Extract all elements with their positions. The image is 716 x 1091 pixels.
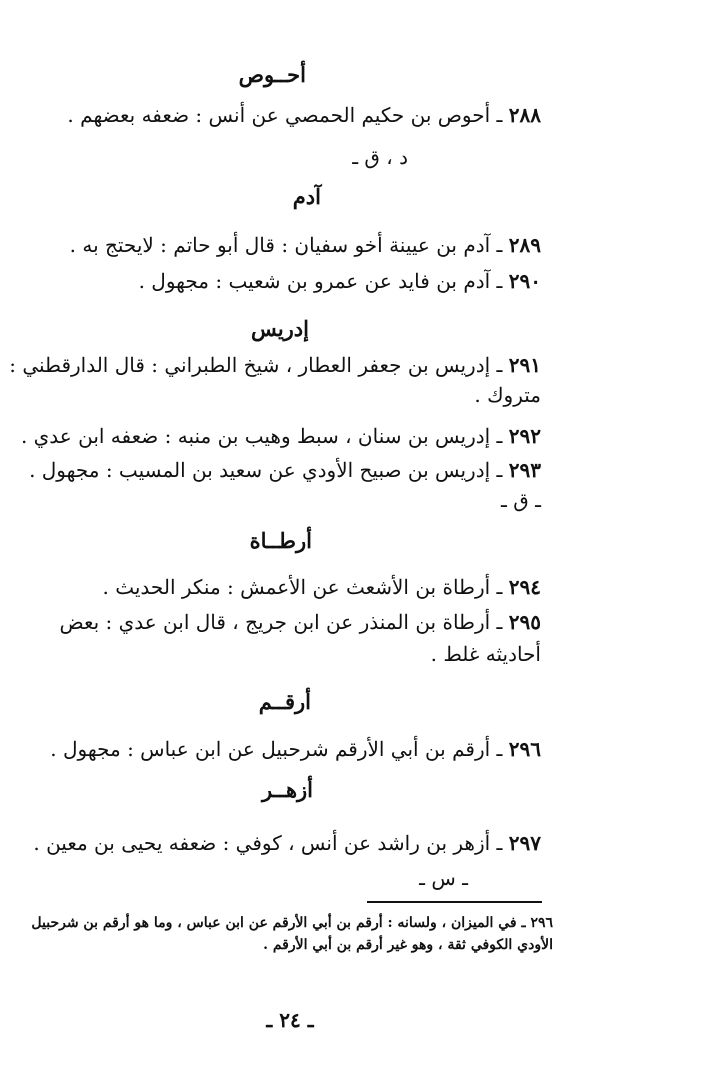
entry-number: ٢٩١ [508, 353, 541, 377]
entry-295 [1, 604, 541, 640]
footnote: ٢٩٦ ـ في الميزان ، ولسانه : أرقم بن أبي الأرقم عن ابن عباس ، وما هو أرقم بن شرحبيل الأودي الكوفي ثقة ، وهو غير أرقم بن أبي الأرقم . [31, 915, 553, 953]
section-heading: أرقــم [258, 689, 311, 714]
entry-297 [1, 825, 541, 861]
page-number: ـ ٢٤ ـ [266, 1008, 314, 1032]
entry-text: ـ أحوص بن حكيم الحمصي عن أنس : ضعفه بعضهم . [67, 103, 503, 127]
entry-text: ـ أرطاة بن المنذر عن ابن جريج ، قال ابن عدي : بعض [59, 610, 503, 634]
entry-number: ٢٨٩ [508, 233, 541, 257]
entry-number: ٢٨٨ [508, 103, 541, 127]
entry-continuation: ـ ق ـ [501, 488, 541, 512]
entry-continuation: أحاديثه غلط . [430, 642, 541, 666]
entry-288 [1, 97, 541, 133]
section-heading: إدريس [251, 316, 309, 341]
footnote-separator [367, 901, 542, 903]
entry-number: ٢٩٣ [508, 458, 541, 482]
entry-text: ـ آدم بن فايد عن عمرو بن شعيب : مجهول . [138, 269, 503, 293]
entry-continuation: ـ س ـ [419, 866, 468, 890]
entry-text: ـ إدريس بن سنان ، سبط وهيب بن منبه : ضعفه ابن عدي . [20, 424, 503, 448]
entry-291 [1, 347, 541, 383]
section-heading: أرطــاة [249, 528, 312, 553]
entry-number: ٢٩٠ [508, 269, 541, 293]
entry-continuation: د ، ق ـ [352, 145, 408, 169]
entry-number: ٢٩٤ [508, 575, 541, 599]
entry-text: ـ أزهر بن راشد عن أنس ، كوفي : ضعفه يحيى بن معين . [33, 831, 503, 855]
section-heading: أحــوص [238, 62, 306, 87]
entry-text: ـ أرطاة بن الأشعث عن الأعمش : منكر الحديث . [102, 575, 503, 599]
entry-text: ـ إدريس بن صبيح الأودي عن سعيد بن المسيب : مجهول . [29, 458, 503, 482]
entry-296 [1, 731, 541, 767]
entry-289 [1, 227, 541, 263]
entry-number: ٢٩٧ [508, 831, 541, 855]
entry-number: ٢٩٦ [508, 737, 541, 761]
section-heading: آدم [292, 184, 321, 209]
entry-continuation: متروك . [474, 383, 541, 407]
entry-290 [1, 263, 541, 299]
entry-292 [1, 418, 541, 454]
entry-text: ـ أرقم بن أبي الأرقم شرحبيل عن ابن عباس : مجهول . [50, 737, 503, 761]
entry-number: ٢٩٢ [508, 424, 541, 448]
entry-text: ـ آدم بن عيينة أخو سفيان : قال أبو حاتم : لايحتج به . [69, 233, 503, 257]
section-heading: أزهــر [262, 777, 313, 802]
entry-293 [1, 452, 541, 488]
entry-294 [1, 569, 541, 605]
entry-text: ـ إدريس بن جعفر العطار ، شيخ الطبراني : قال الدارقطني : [9, 353, 503, 377]
entry-number: ٢٩٥ [508, 610, 541, 634]
